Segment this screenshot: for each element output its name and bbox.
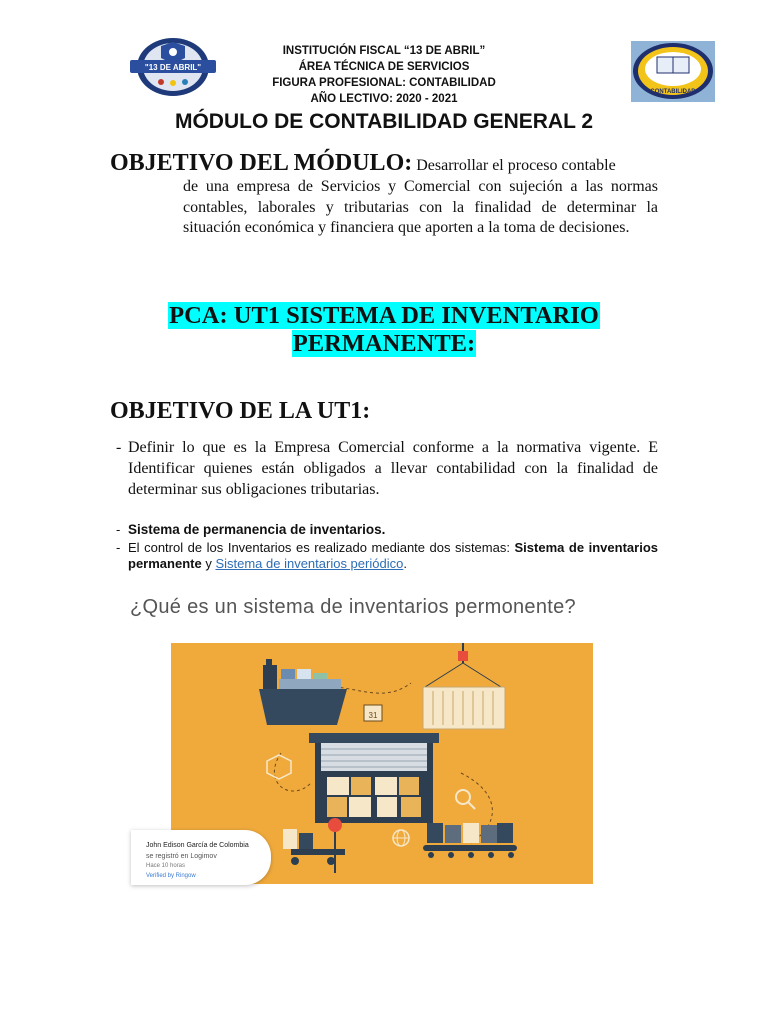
header-line-area: ÁREA TÉCNICA DE SERVICIOS xyxy=(298,61,470,73)
institution-header xyxy=(230,43,538,107)
objetivo-modulo-text: de una empresa de Servicios y Comercial con sujeción a las normas contables, laborales y tributarias con la finalidad de determinar la situación económica y financiera que aporten a la toma de decisiones. xyxy=(183,178,658,236)
popup-action: se registró en Logimov xyxy=(146,853,217,860)
objetivo-modulo-label: OBJETIVO DEL MÓDULO: xyxy=(110,150,413,176)
calendar-icon xyxy=(364,705,382,721)
list-bullet: - xyxy=(116,540,121,555)
objetivo-modulo xyxy=(110,150,658,239)
list-item xyxy=(116,522,658,538)
pca-heading xyxy=(110,302,658,358)
logo-left-text: "13 DE ABRIL" xyxy=(144,63,202,72)
calendar-day: 31 xyxy=(368,711,378,720)
logo-right-text: CONTABILIDAD xyxy=(650,89,696,95)
popup-name: John Edison García de Colombia xyxy=(146,842,249,849)
list-item xyxy=(116,437,658,500)
image-title: ¿Qué es un sistema de inventarios permonente? xyxy=(130,596,576,618)
header-line-institution: INSTITUCIÓN FISCAL “13 DE ABRIL” xyxy=(282,45,486,57)
pca-heading-line1: PCA: UT1 SISTEMA DE INVENTARIO xyxy=(169,302,599,329)
objetivo-ut-heading: OBJETIVO DE LA UT1: xyxy=(110,398,371,424)
list-item-text: Definir lo que es la Empresa Comercial conforme a la normativa vigente. E Identificar quienes están obligados a llevar contabilidad con la finalidad de determinar sus obligaciones tributarias. xyxy=(128,439,658,498)
module-title: MÓDULO DE CONTABILIDAD GENERAL 2 xyxy=(174,110,594,133)
popup-verified: Verified by Ringow xyxy=(146,873,196,879)
header-line-figura: FIGURA PROFESIONAL: CONTABILIDAD xyxy=(272,77,496,89)
school-logo-left xyxy=(127,36,219,98)
list-item-text-post: . xyxy=(403,556,407,571)
warehouse-icon xyxy=(309,733,439,823)
list-item xyxy=(116,540,658,572)
list-item-text-mid: y xyxy=(201,556,216,571)
school-logo-right xyxy=(631,41,715,102)
list-bullet: - xyxy=(116,522,121,537)
header-line-year: AÑO LECTIVO: 2020 - 2021 xyxy=(310,93,458,105)
inventory-systems-list xyxy=(116,522,658,574)
list-bullet: - xyxy=(116,439,122,456)
pca-heading-line2: PERMANENTE: xyxy=(292,330,476,357)
list-item-text xyxy=(128,540,658,572)
list-item-text: Sistema de permanencia de inventarios. xyxy=(128,522,386,537)
list-item-text-pre: El control de los Inventarios es realizado mediante dos sistemas: xyxy=(128,540,515,555)
popup-time: Hace 10 horas xyxy=(146,863,186,869)
periodic-inventory-link[interactable]: Sistema de inventarios periódico xyxy=(215,556,404,571)
objetivo-modulo-lead: Desarrollar el proceso contable xyxy=(416,157,616,174)
notification-popup[interactable] xyxy=(131,830,271,885)
list-item-text-bold: Sistema de inventarios permanente xyxy=(128,540,658,571)
objetivo-ut-list xyxy=(116,437,658,500)
